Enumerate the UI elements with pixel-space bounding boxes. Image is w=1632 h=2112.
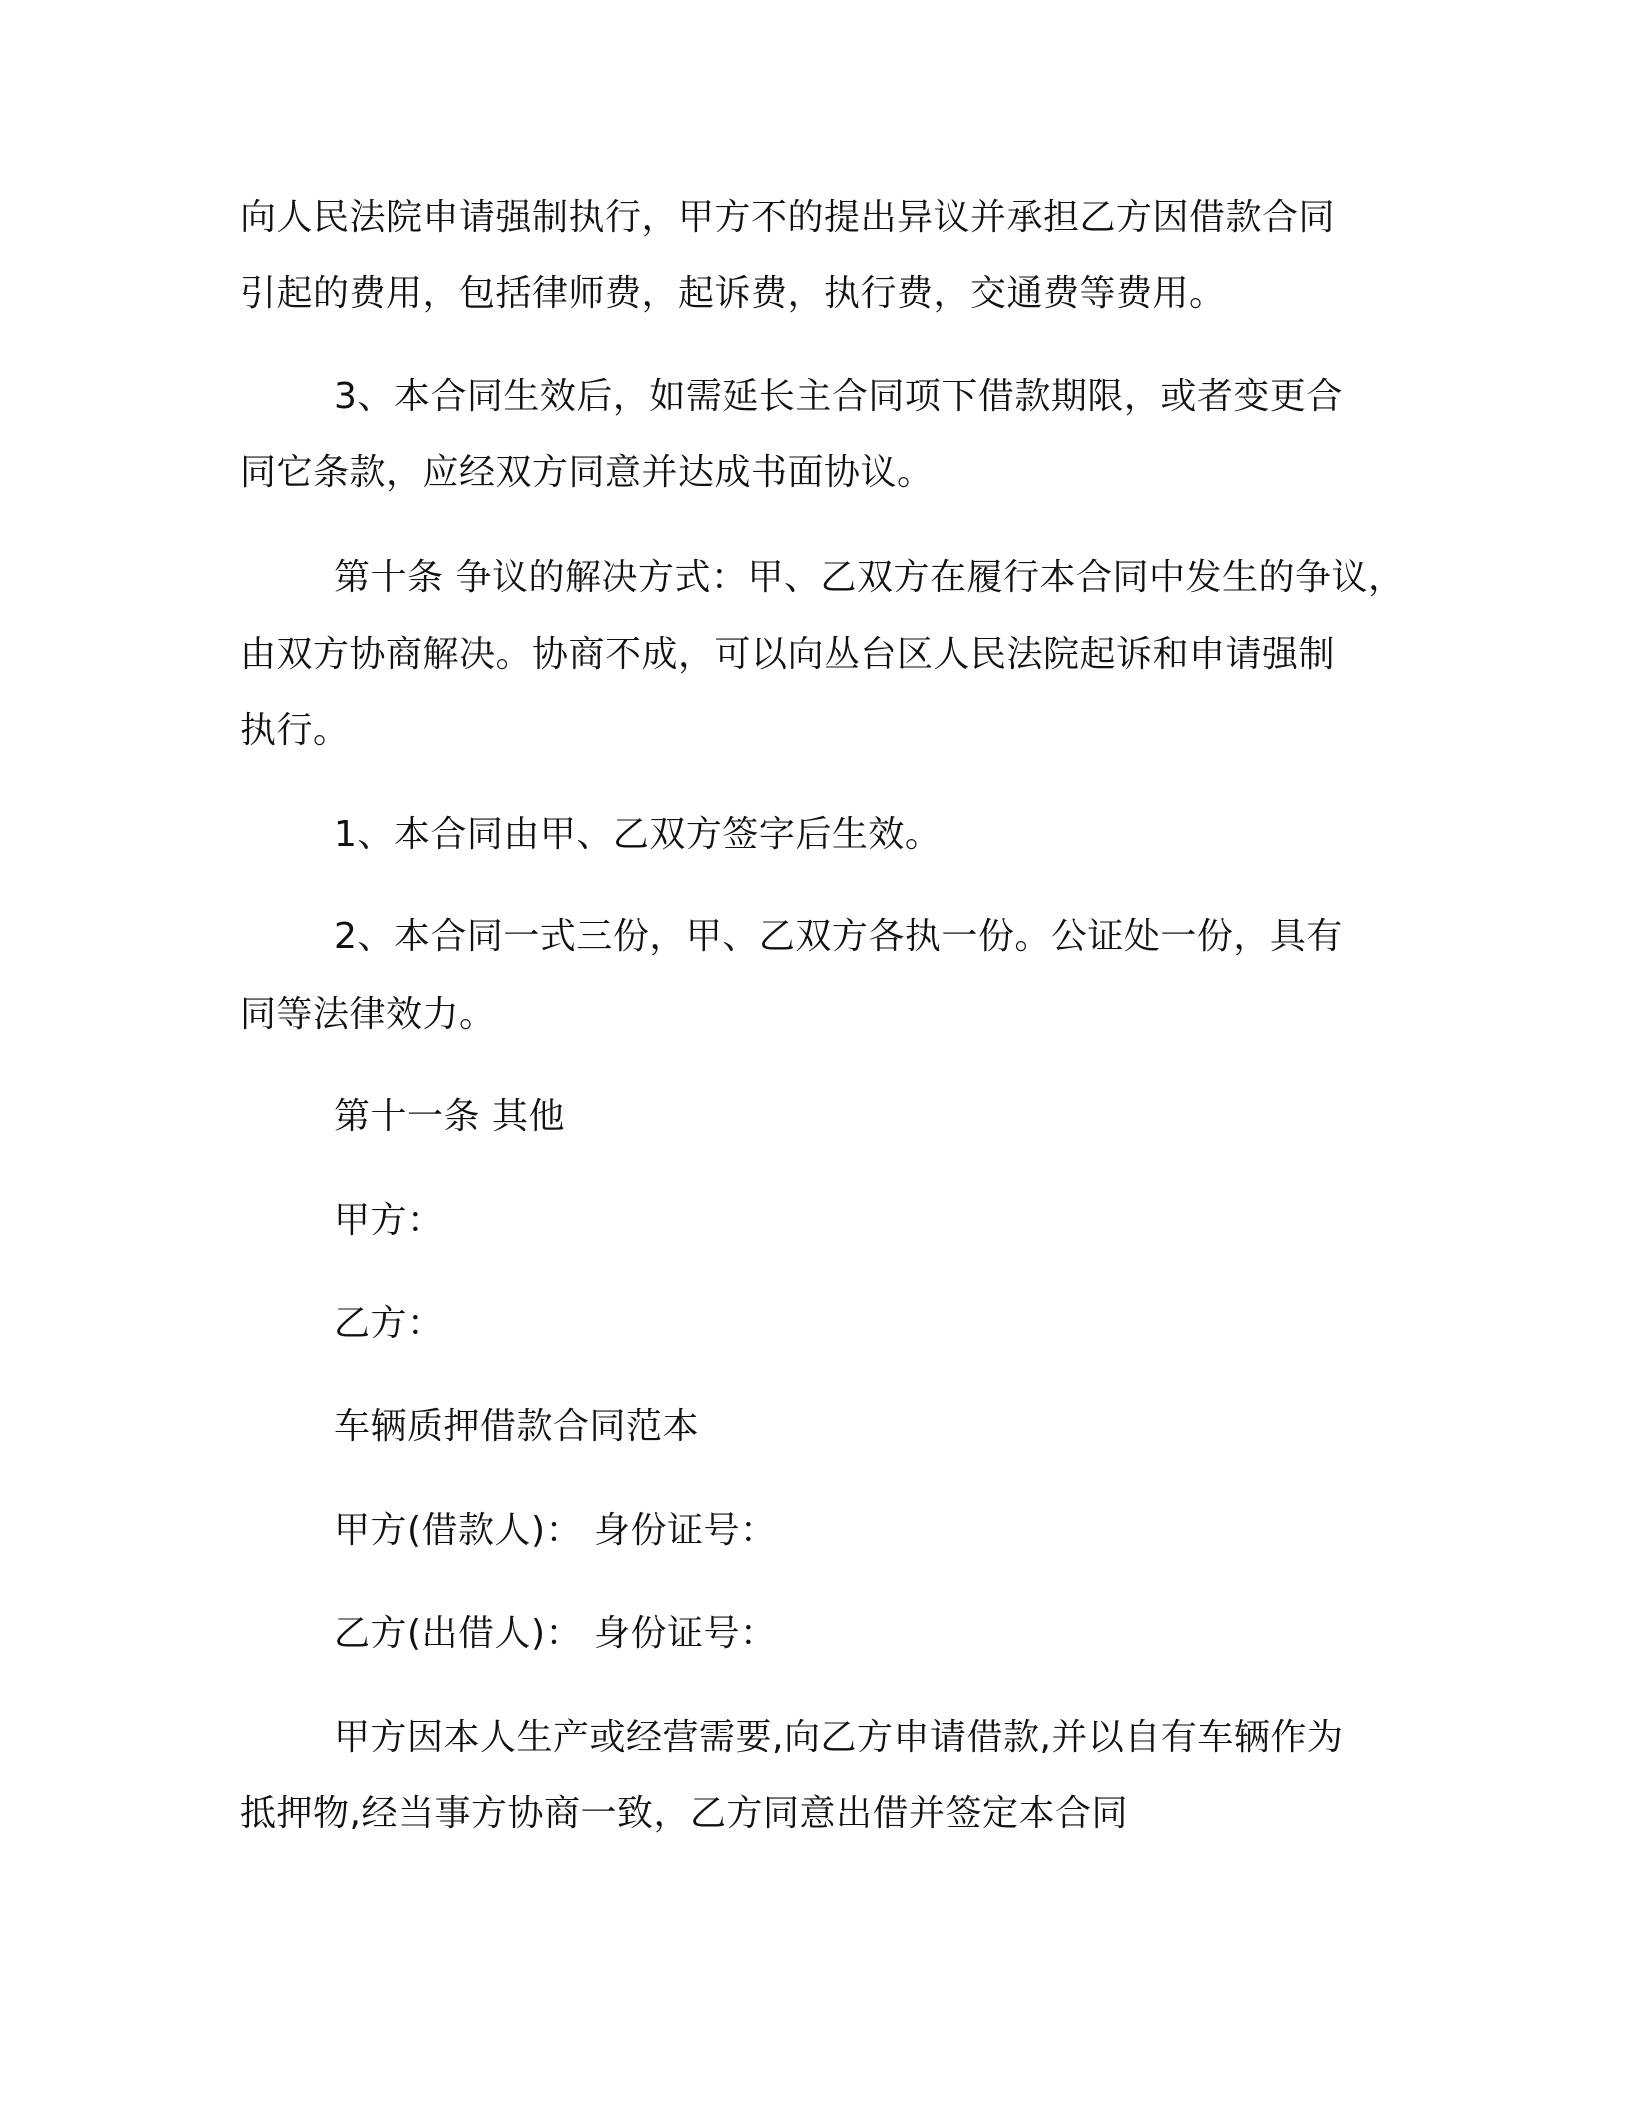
borrower-line: 甲方(借款人)： 身份证号： bbox=[334, 1510, 777, 1551]
party-b-label: 乙方： bbox=[334, 1303, 444, 1344]
lender-line: 乙方(出借人)： 身份证号： bbox=[334, 1613, 777, 1654]
section-heading: 第十一条 其他 bbox=[334, 1096, 565, 1137]
text-line: 3、本合同生效后，如需延长主合同项下借款期限，或者变更合 bbox=[334, 376, 1343, 417]
text-line: 1、本合同由甲、乙双方签字后生效。 bbox=[334, 814, 942, 855]
text-line: 同等法律效力。 bbox=[240, 994, 496, 1035]
text-line: 由双方协商解决。协商不成，可以向丛台区人民法院起诉和申请强制 bbox=[240, 634, 1336, 675]
text-line: 2、本合同一式三份，甲、乙双方各执一份。公证处一份，具有 bbox=[334, 916, 1343, 957]
text-line: 向人民法院申请强制执行，甲方不的提出异议并承担乙方因借款合同 bbox=[240, 197, 1336, 238]
text-line: 抵押物,经当事方协商一致，乙方同意出借并签定本合同 bbox=[240, 1793, 1128, 1834]
text-line: 第十条 争议的解决方式：甲、乙双方在履行本合同中发生的争议， bbox=[334, 557, 1405, 598]
party-a-label: 甲方： bbox=[334, 1200, 444, 1241]
text-line: 引起的费用，包括律师费，起诉费，执行费，交通费等费用。 bbox=[240, 273, 1226, 314]
text-line: 同它条款，应经双方同意并达成书面协议。 bbox=[240, 452, 934, 493]
document-title: 车辆质押借款合同范本 bbox=[334, 1406, 700, 1447]
text-line: 执行。 bbox=[240, 710, 350, 751]
text-line: 甲方因本人生产或经营需要,向乙方申请借款,并以自有车辆作为 bbox=[334, 1717, 1344, 1758]
